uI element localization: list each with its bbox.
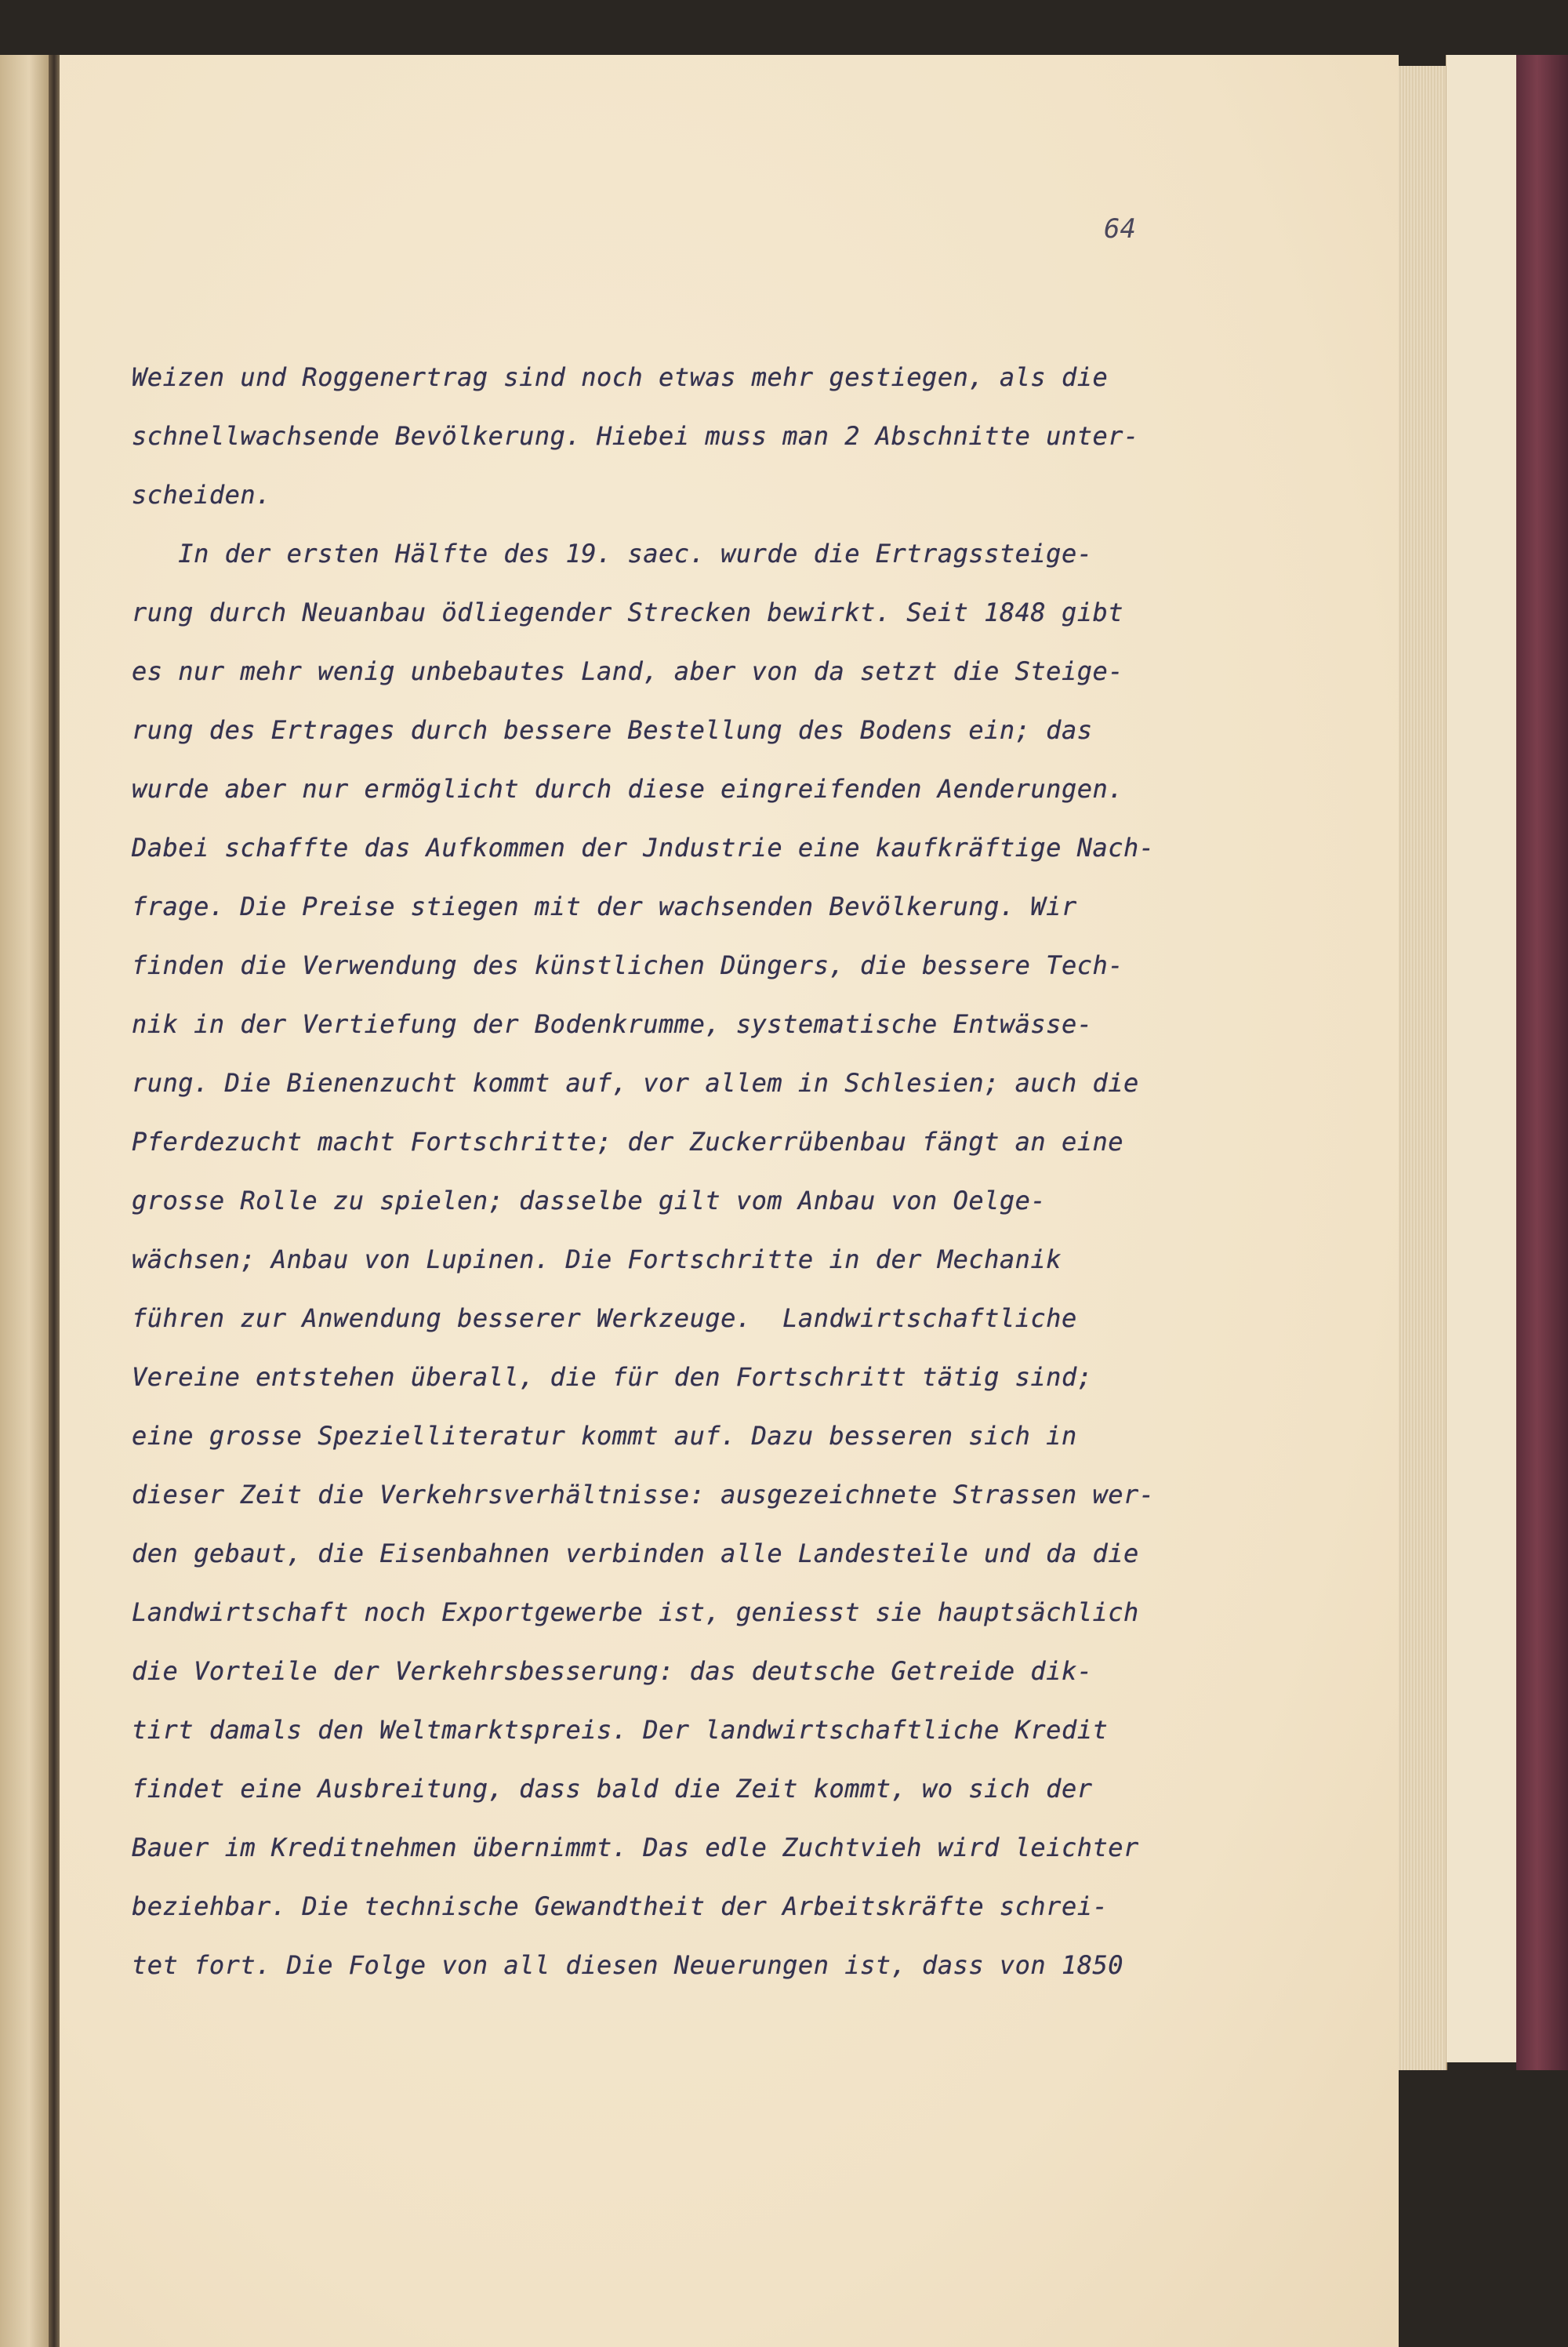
text-line: die Vorteile der Verkehrsbesserung: das deutsche Getreide dik- (132, 1656, 1093, 1686)
text-line: den gebaut, die Eisenbahnen verbinden alle Landesteile und da die (132, 1539, 1139, 1568)
text-line: eine grosse Spezielliteratur kommt auf. Dazu besseren sich in (132, 1421, 1077, 1451)
text-line: Dabei schaffte das Aufkommen der Jndustrie eine kaufkräftige Nach- (132, 833, 1155, 863)
text-line: es nur mehr wenig unbebautes Land, aber von da setzt die Steige- (132, 656, 1123, 686)
text-line: In der ersten Hälfte des 19. saec. wurde die Ertragssteige- (132, 539, 1093, 569)
text-line: wächsen; Anbau von Lupinen. Die Fortschritte in der Mechanik (132, 1244, 1062, 1274)
text-line: scheiden. (132, 480, 271, 510)
endpaper-strip (1446, 55, 1517, 2062)
book-gutter (49, 55, 60, 2347)
text-line: Bauer im Kreditnehmen übernimmt. Das edle Zuchtvieh wird leichter (132, 1833, 1139, 1862)
page-stack-edges (1399, 66, 1447, 2073)
text-line: findet eine Ausbreitung, dass bald die Zeit kommt, wo sich der (132, 1774, 1093, 1804)
text-line: grosse Rolle zu spielen; dasselbe gilt vom Anbau von Oelge- (132, 1186, 1047, 1215)
text-line: führen zur Anwendung besserer Werkzeuge. Landwirtschaftliche (132, 1303, 1077, 1333)
text-line: frage. Die Preise stiegen mit der wachsenden Bevölkerung. Wir (132, 892, 1077, 921)
text-line: Vereine entstehen überall, die für den Fortschritt tätig sind; (132, 1362, 1093, 1392)
text-line: rung des Ertrages durch bessere Bestellung des Bodens ein; das (132, 715, 1093, 745)
page-number: 64 (1104, 213, 1136, 245)
text-line: tet fort. Die Folge von all diesen Neuerungen ist, dass von 1850 (132, 1950, 1123, 1980)
body-text (132, 348, 1308, 1995)
book-cover-edge (1516, 55, 1568, 2070)
background-shadow (1399, 2070, 1568, 2347)
text-line: tirt damals den Weltmarktspreis. Der landwirtschaftliche Kredit (132, 1715, 1109, 1745)
text-line: Weizen und Roggenertrag sind noch etwas mehr gestiegen, als die (132, 362, 1109, 392)
text-line: rung. Die Bienenzucht kommt auf, vor allem in Schlesien; auch die (132, 1068, 1139, 1098)
text-line: Landwirtschaft noch Exportgewerbe ist, geniesst sie hauptsächlich (132, 1597, 1139, 1627)
text-line: wurde aber nur ermöglicht durch diese eingreifenden Aenderungen. (132, 774, 1123, 804)
text-line: Pferdezucht macht Fortschritte; der Zuckerrübenbau fängt an eine (132, 1127, 1123, 1157)
text-line: nik in der Vertiefung der Bodenkrumme, systematische Entwässe- (132, 1009, 1093, 1039)
left-page-edge (0, 55, 49, 2347)
text-line: rung durch Neuanbau ödliegender Strecken bewirkt. Seit 1848 gibt (132, 598, 1123, 627)
text-line: finden die Verwendung des künstlichen Düngers, die bessere Tech- (132, 950, 1123, 980)
text-line: beziehbar. Die technische Gewandtheit der Arbeitskräfte schrei- (132, 1891, 1109, 1921)
text-line: schnellwachsende Bevölkerung. Hiebei muss man 2 Abschnitte unter- (132, 421, 1139, 451)
text-line: dieser Zeit die Verkehrsverhältnisse: ausgezeichnete Strassen wer- (132, 1480, 1155, 1510)
